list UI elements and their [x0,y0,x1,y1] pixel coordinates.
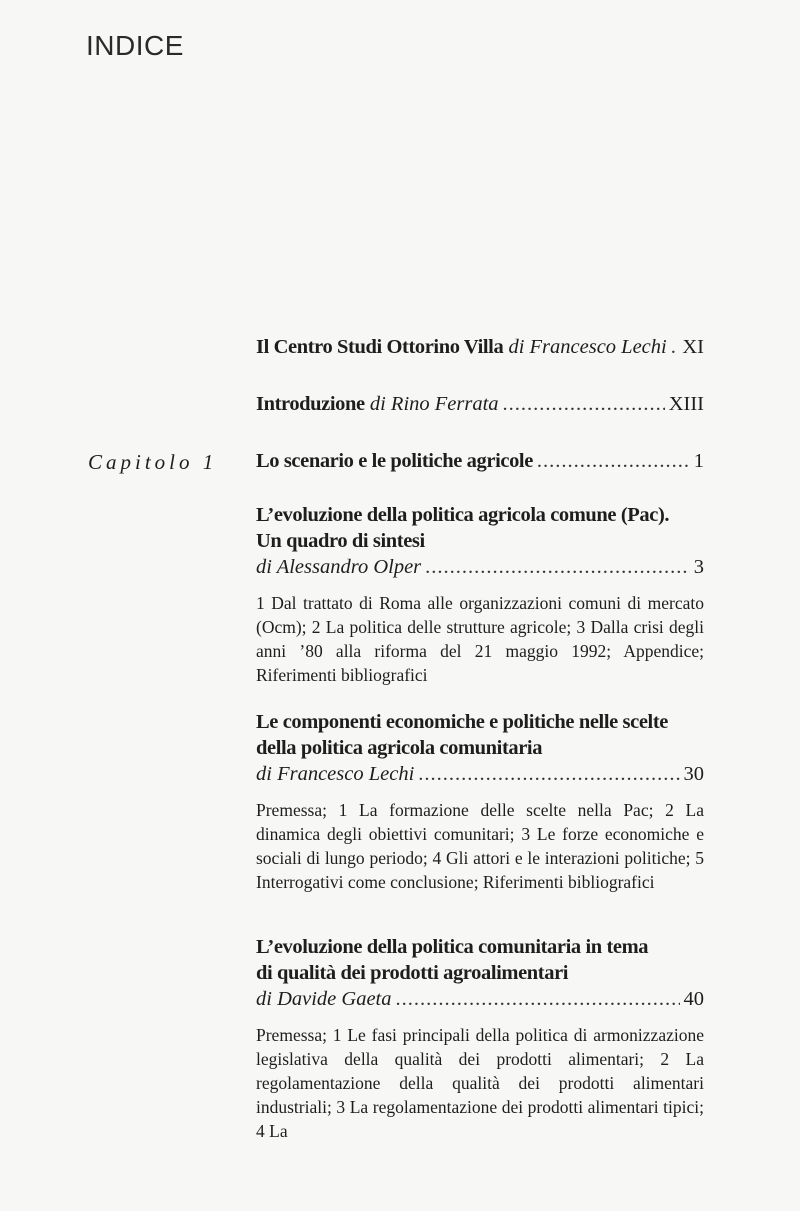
entry-title: Introduzione [256,393,365,415]
toc-entry-introduzione [256,391,704,417]
page-number: 30 [683,763,704,785]
leader-dots [537,448,690,474]
leader-dots [418,761,679,787]
page-number: XIII [668,393,704,415]
entry-title: Lo scenario e le politiche agricole [256,450,533,472]
entry-author: di Davide Gaeta [256,988,392,1010]
entry-title-line-2: Un quadro di sintesi [256,530,425,552]
entry-summary: Premessa; 1 La formazione delle scelte nella Pac; 2 La dinamica degli obiettivi comunitari; 3 Le forze economiche e sociali di lungo periodo; 4 Gli attori e le interazioni politiche; 5 Interrogativi come conclusione; Riferimenti bibliografici [256,800,704,892]
entry-title-line-1: L’evoluzione della politica comunitaria in tema [256,936,649,958]
entry-title-line-2: di qualità dei prodotti agroalimentari [256,962,569,984]
leader-dots [425,554,690,580]
entry-title-line-1: Le componenti economiche e politiche nelle scelte [256,711,668,733]
leader-dots [503,391,665,417]
chapter-label: Capitolo 1 [88,450,218,474]
leader-dots [396,986,680,1012]
page-title: INDICE [86,30,184,61]
toc-entry-scenario [256,448,704,474]
page-number: XI [682,336,704,358]
page-number: 1 [693,450,704,472]
entry-author: di Francesco Lechi [508,336,667,358]
entry-summary: Premessa; 1 Le fasi principali della politica di armonizzazione legislativa della qualità dei prodotti alimentari; 2 La regolamentazione della qualità dei prodotti alimentari industriali; 3 La regolamentazione dei prodotti alimentari tipici; 4 La [256,1025,704,1141]
entry-title: Il Centro Studi Ottorino Villa [256,336,504,358]
entry-author: di Francesco Lechi [256,763,415,785]
entry-author: di Alessandro Olper [256,556,422,578]
toc-entry-centro [256,334,704,360]
leader-dots [671,334,679,360]
entry-title-line-2: della politica agricola comunitaria [256,737,543,759]
entry-summary: 1 Dal trattato di Roma alle organizzazioni comuni di mercato (Ocm); 2 La politica delle strutture agricole; 3 Dalla crisi degli anni ’80 alla riforma del 21 maggio 1992; Appendice; Riferimenti bibliografici [256,593,704,685]
toc-entry-componenti [256,709,704,894]
toc-entry-pac [256,502,704,687]
page-number: 40 [683,988,704,1010]
entry-author: di Rino Ferrata [369,393,499,415]
toc-entry-qualita [256,934,704,1143]
page-number: 3 [693,556,704,578]
entry-title-line-1: L’evoluzione della politica agricola comune (Pac). [256,504,670,526]
